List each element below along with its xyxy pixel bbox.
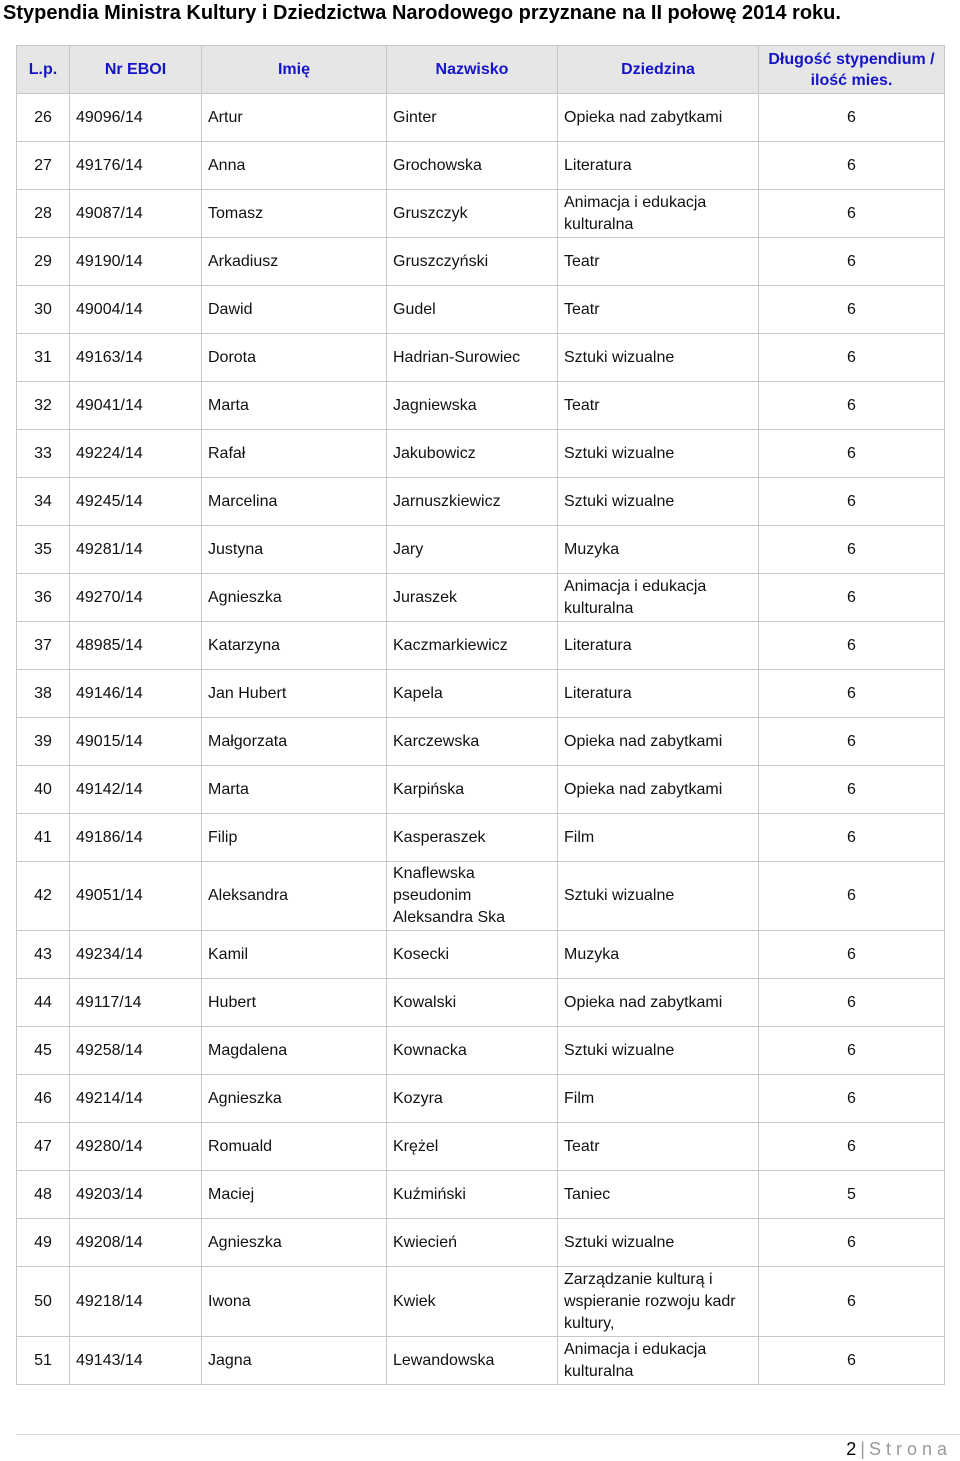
table-row bbox=[17, 430, 945, 478]
cell-nr-eboi: 49041/14 bbox=[70, 382, 202, 430]
cell-nr-eboi: 49214/14 bbox=[70, 1075, 202, 1123]
cell-lp: 45 bbox=[17, 1027, 70, 1075]
cell-nazwisko: Hadrian-Surowiec bbox=[387, 334, 558, 382]
cell-imie: Justyna bbox=[202, 526, 387, 574]
table-row bbox=[17, 670, 945, 718]
document-title: Stypendia Ministra Kultury i Dziedzictwa Narodowego przyznane na II połowę 2014 roku. bbox=[3, 2, 841, 24]
cell-lp: 30 bbox=[17, 286, 70, 334]
cell-nr-eboi: 49051/14 bbox=[70, 862, 202, 931]
table-row bbox=[17, 1171, 945, 1219]
cell-dziedzina: Film bbox=[558, 814, 759, 862]
cell-dziedzina: Muzyka bbox=[558, 931, 759, 979]
cell-lp: 48 bbox=[17, 1171, 70, 1219]
cell-dlugosc: 6 bbox=[759, 931, 945, 979]
cell-imie: Romuald bbox=[202, 1123, 387, 1171]
cell-imie: Anna bbox=[202, 142, 387, 190]
cell-dziedzina: Literatura bbox=[558, 142, 759, 190]
cell-dziedzina: Sztuki wizualne bbox=[558, 1219, 759, 1267]
cell-dlugosc: 6 bbox=[759, 1337, 945, 1385]
cell-dlugosc: 6 bbox=[759, 862, 945, 931]
cell-nazwisko: Karczewska bbox=[387, 718, 558, 766]
cell-dziedzina: Animacja i edukacja kulturalna bbox=[558, 574, 759, 622]
table-row bbox=[17, 334, 945, 382]
cell-nr-eboi: 49186/14 bbox=[70, 814, 202, 862]
cell-lp: 37 bbox=[17, 622, 70, 670]
cell-nazwisko: Kaczmarkiewicz bbox=[387, 622, 558, 670]
cell-dziedzina: Sztuki wizualne bbox=[558, 862, 759, 931]
cell-lp: 28 bbox=[17, 190, 70, 238]
table-row bbox=[17, 94, 945, 142]
cell-dziedzina: Teatr bbox=[558, 1123, 759, 1171]
cell-dziedzina: Muzyka bbox=[558, 526, 759, 574]
cell-dlugosc: 6 bbox=[759, 94, 945, 142]
cell-imie: Kamil bbox=[202, 931, 387, 979]
cell-dziedzina: Sztuki wizualne bbox=[558, 1027, 759, 1075]
cell-imie: Dorota bbox=[202, 334, 387, 382]
cell-imie: Agnieszka bbox=[202, 574, 387, 622]
cell-lp: 33 bbox=[17, 430, 70, 478]
footer-divider bbox=[16, 1434, 960, 1435]
cell-lp: 34 bbox=[17, 478, 70, 526]
cell-dlugosc: 6 bbox=[759, 670, 945, 718]
cell-imie: Rafał bbox=[202, 430, 387, 478]
cell-dlugosc: 6 bbox=[759, 142, 945, 190]
table-row bbox=[17, 814, 945, 862]
cell-nr-eboi: 49117/14 bbox=[70, 979, 202, 1027]
cell-imie: Agnieszka bbox=[202, 1075, 387, 1123]
cell-lp: 40 bbox=[17, 766, 70, 814]
cell-dziedzina: Animacja i edukacja kulturalna bbox=[558, 190, 759, 238]
table-header-row bbox=[17, 46, 945, 94]
table-row bbox=[17, 382, 945, 430]
cell-lp: 43 bbox=[17, 931, 70, 979]
table-row bbox=[17, 1267, 945, 1337]
cell-dlugosc: 6 bbox=[759, 814, 945, 862]
cell-imie: Iwona bbox=[202, 1267, 387, 1337]
cell-imie: Jagna bbox=[202, 1337, 387, 1385]
cell-nr-eboi: 49143/14 bbox=[70, 1337, 202, 1385]
cell-dziedzina: Teatr bbox=[558, 382, 759, 430]
cell-lp: 32 bbox=[17, 382, 70, 430]
cell-imie: Katarzyna bbox=[202, 622, 387, 670]
table-row bbox=[17, 574, 945, 622]
cell-lp: 42 bbox=[17, 862, 70, 931]
cell-imie: Agnieszka bbox=[202, 1219, 387, 1267]
cell-dlugosc: 6 bbox=[759, 478, 945, 526]
cell-lp: 49 bbox=[17, 1219, 70, 1267]
cell-lp: 31 bbox=[17, 334, 70, 382]
cell-imie: Jan Hubert bbox=[202, 670, 387, 718]
cell-nazwisko: Jary bbox=[387, 526, 558, 574]
cell-dlugosc: 6 bbox=[759, 430, 945, 478]
cell-nazwisko: Jagniewska bbox=[387, 382, 558, 430]
header-dziedzina: Dziedzina bbox=[558, 46, 759, 94]
cell-dziedzina: Teatr bbox=[558, 238, 759, 286]
cell-dlugosc: 6 bbox=[759, 1075, 945, 1123]
cell-nazwisko: Kownacka bbox=[387, 1027, 558, 1075]
cell-imie: Hubert bbox=[202, 979, 387, 1027]
cell-nr-eboi: 49224/14 bbox=[70, 430, 202, 478]
cell-lp: 26 bbox=[17, 94, 70, 142]
cell-imie: Artur bbox=[202, 94, 387, 142]
cell-nazwisko: Jarnuszkiewicz bbox=[387, 478, 558, 526]
table-row bbox=[17, 238, 945, 286]
cell-nazwisko: Krężel bbox=[387, 1123, 558, 1171]
cell-nr-eboi: 49203/14 bbox=[70, 1171, 202, 1219]
cell-nazwisko: Ginter bbox=[387, 94, 558, 142]
table-row bbox=[17, 979, 945, 1027]
cell-nr-eboi: 49281/14 bbox=[70, 526, 202, 574]
cell-nazwisko: Kwiecień bbox=[387, 1219, 558, 1267]
cell-dlugosc: 6 bbox=[759, 979, 945, 1027]
cell-lp: 46 bbox=[17, 1075, 70, 1123]
cell-dlugosc: 6 bbox=[759, 382, 945, 430]
cell-nr-eboi: 49218/14 bbox=[70, 1267, 202, 1337]
cell-lp: 35 bbox=[17, 526, 70, 574]
cell-dziedzina: Taniec bbox=[558, 1171, 759, 1219]
page-footer bbox=[846, 1437, 952, 1461]
cell-imie: Filip bbox=[202, 814, 387, 862]
cell-dziedzina: Zarządzanie kulturą i wspieranie rozwoju kadr kultury, bbox=[558, 1267, 759, 1337]
cell-nr-eboi: 49190/14 bbox=[70, 238, 202, 286]
cell-nr-eboi: 49163/14 bbox=[70, 334, 202, 382]
cell-nazwisko: Kasperaszek bbox=[387, 814, 558, 862]
cell-nr-eboi: 49176/14 bbox=[70, 142, 202, 190]
cell-imie: Magdalena bbox=[202, 1027, 387, 1075]
cell-dlugosc: 6 bbox=[759, 238, 945, 286]
cell-nazwisko: Kozyra bbox=[387, 1075, 558, 1123]
scholarship-table bbox=[16, 45, 945, 1385]
cell-lp: 36 bbox=[17, 574, 70, 622]
cell-dziedzina: Teatr bbox=[558, 286, 759, 334]
cell-nr-eboi: 49258/14 bbox=[70, 1027, 202, 1075]
header-imie: Imię bbox=[202, 46, 387, 94]
cell-imie: Małgorzata bbox=[202, 718, 387, 766]
table-row bbox=[17, 1337, 945, 1385]
cell-dlugosc: 6 bbox=[759, 1123, 945, 1171]
footer-separator: | bbox=[860, 1439, 865, 1459]
cell-lp: 51 bbox=[17, 1337, 70, 1385]
cell-imie: Arkadiusz bbox=[202, 238, 387, 286]
cell-lp: 50 bbox=[17, 1267, 70, 1337]
cell-dlugosc: 6 bbox=[759, 190, 945, 238]
cell-nazwisko: Kowalski bbox=[387, 979, 558, 1027]
cell-nazwisko: Kapela bbox=[387, 670, 558, 718]
table-row bbox=[17, 1219, 945, 1267]
table-row bbox=[17, 286, 945, 334]
cell-nazwisko: Kosecki bbox=[387, 931, 558, 979]
header-nr-eboi: Nr EBOI bbox=[70, 46, 202, 94]
cell-lp: 47 bbox=[17, 1123, 70, 1171]
page-number: 2 bbox=[846, 1439, 857, 1459]
cell-dlugosc: 6 bbox=[759, 286, 945, 334]
cell-nazwisko: Lewandowska bbox=[387, 1337, 558, 1385]
cell-nr-eboi: 49146/14 bbox=[70, 670, 202, 718]
cell-lp: 44 bbox=[17, 979, 70, 1027]
cell-lp: 41 bbox=[17, 814, 70, 862]
table-row bbox=[17, 190, 945, 238]
table-row bbox=[17, 142, 945, 190]
cell-nazwisko: Juraszek bbox=[387, 574, 558, 622]
cell-dlugosc: 6 bbox=[759, 526, 945, 574]
cell-imie: Aleksandra bbox=[202, 862, 387, 931]
table-row bbox=[17, 1027, 945, 1075]
cell-lp: 29 bbox=[17, 238, 70, 286]
cell-nazwisko: Kuźmiński bbox=[387, 1171, 558, 1219]
cell-lp: 38 bbox=[17, 670, 70, 718]
table-body bbox=[17, 94, 945, 1385]
cell-nr-eboi: 49270/14 bbox=[70, 574, 202, 622]
cell-nr-eboi: 49015/14 bbox=[70, 718, 202, 766]
cell-nr-eboi: 48985/14 bbox=[70, 622, 202, 670]
cell-imie: Marta bbox=[202, 766, 387, 814]
cell-nr-eboi: 49234/14 bbox=[70, 931, 202, 979]
table-row bbox=[17, 931, 945, 979]
cell-dlugosc: 6 bbox=[759, 1267, 945, 1337]
cell-dziedzina: Literatura bbox=[558, 670, 759, 718]
cell-lp: 27 bbox=[17, 142, 70, 190]
cell-dlugosc: 6 bbox=[759, 718, 945, 766]
table-row bbox=[17, 718, 945, 766]
cell-nr-eboi: 49142/14 bbox=[70, 766, 202, 814]
cell-dziedzina: Sztuki wizualne bbox=[558, 430, 759, 478]
header-nazwisko: Nazwisko bbox=[387, 46, 558, 94]
cell-dziedzina: Opieka nad zabytkami bbox=[558, 979, 759, 1027]
cell-nazwisko: Gruszczyk bbox=[387, 190, 558, 238]
cell-dziedzina: Animacja i edukacja kulturalna bbox=[558, 1337, 759, 1385]
cell-nr-eboi: 49208/14 bbox=[70, 1219, 202, 1267]
table-row bbox=[17, 1075, 945, 1123]
cell-nr-eboi: 49096/14 bbox=[70, 94, 202, 142]
table-row bbox=[17, 478, 945, 526]
cell-dlugosc: 6 bbox=[759, 334, 945, 382]
cell-dlugosc: 5 bbox=[759, 1171, 945, 1219]
cell-nazwisko: Knaflewska pseudonim Aleksandra Ska bbox=[387, 862, 558, 931]
table-row bbox=[17, 526, 945, 574]
cell-dziedzina: Opieka nad zabytkami bbox=[558, 718, 759, 766]
cell-dziedzina: Literatura bbox=[558, 622, 759, 670]
cell-nazwisko: Grochowska bbox=[387, 142, 558, 190]
cell-nr-eboi: 49004/14 bbox=[70, 286, 202, 334]
cell-dlugosc: 6 bbox=[759, 1219, 945, 1267]
cell-nr-eboi: 49245/14 bbox=[70, 478, 202, 526]
table-row bbox=[17, 622, 945, 670]
cell-imie: Maciej bbox=[202, 1171, 387, 1219]
cell-lp: 39 bbox=[17, 718, 70, 766]
cell-dlugosc: 6 bbox=[759, 766, 945, 814]
table-row bbox=[17, 1123, 945, 1171]
header-dlugosc-stypendium: Długość stypendium / ilość mies. bbox=[759, 46, 945, 94]
cell-dziedzina: Film bbox=[558, 1075, 759, 1123]
table-row bbox=[17, 862, 945, 931]
cell-nr-eboi: 49087/14 bbox=[70, 190, 202, 238]
cell-nazwisko: Jakubowicz bbox=[387, 430, 558, 478]
cell-dlugosc: 6 bbox=[759, 574, 945, 622]
cell-imie: Marcelina bbox=[202, 478, 387, 526]
header-lp: L.p. bbox=[17, 46, 70, 94]
cell-dziedzina: Sztuki wizualne bbox=[558, 478, 759, 526]
cell-imie: Marta bbox=[202, 382, 387, 430]
cell-nazwisko: Kwiek bbox=[387, 1267, 558, 1337]
cell-dlugosc: 6 bbox=[759, 1027, 945, 1075]
table-row bbox=[17, 766, 945, 814]
cell-imie: Tomasz bbox=[202, 190, 387, 238]
cell-dlugosc: 6 bbox=[759, 622, 945, 670]
page-word: Strona bbox=[868, 1439, 952, 1459]
cell-nr-eboi: 49280/14 bbox=[70, 1123, 202, 1171]
cell-dziedzina: Opieka nad zabytkami bbox=[558, 94, 759, 142]
cell-nazwisko: Gudel bbox=[387, 286, 558, 334]
cell-imie: Dawid bbox=[202, 286, 387, 334]
cell-dziedzina: Sztuki wizualne bbox=[558, 334, 759, 382]
cell-dziedzina: Opieka nad zabytkami bbox=[558, 766, 759, 814]
cell-nazwisko: Karpińska bbox=[387, 766, 558, 814]
cell-nazwisko: Gruszczyński bbox=[387, 238, 558, 286]
